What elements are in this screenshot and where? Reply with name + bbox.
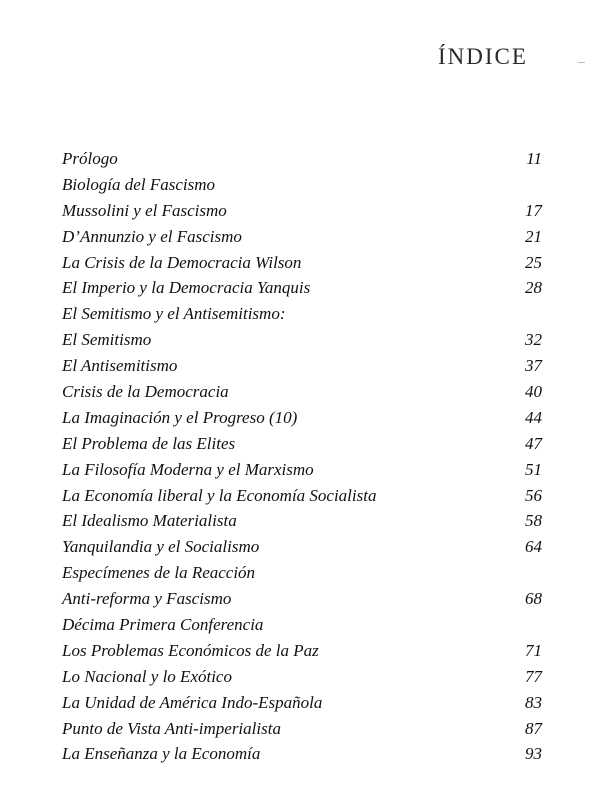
toc-entry-title: La Crisis de la Democracia Wilson	[62, 252, 302, 272]
toc-entry	[62, 250, 552, 276]
toc-entry-page: 64	[525, 537, 542, 557]
toc-entry	[62, 612, 552, 638]
toc-entry	[62, 405, 552, 431]
toc-entry-page: 58	[525, 511, 542, 531]
toc-entry-page: 37	[525, 356, 542, 376]
toc-entry-title: La Imaginación y el Progreso (10)	[62, 407, 298, 427]
toc-entry-title: D’Annunzio y el Fascismo	[62, 226, 242, 246]
toc-entry-title: Décima Primera Conferencia	[62, 615, 264, 635]
toc-entry-page: 77	[525, 666, 542, 686]
toc-entry-title: La Unidad de América Indo-Española	[62, 692, 323, 712]
toc-entry-title: La Economía liberal y la Economía Socialista	[62, 485, 377, 505]
toc-entry-title: Especímenes de la Reacción	[62, 563, 256, 583]
toc-entry-title: El Semitismo y el Antisemitismo:	[62, 304, 286, 324]
toc-entry-title: Punto de Vista Anti-imperialista	[62, 718, 281, 738]
toc-entry-title: El Imperio y la Democracia Yanquis	[62, 278, 311, 298]
toc-entry	[62, 508, 552, 534]
toc-entry-title: El Semitismo	[62, 330, 152, 350]
toc-entry-page: 47	[525, 433, 542, 453]
toc-entry	[62, 638, 552, 664]
toc-entry-title: Yanquilandia y el Socialismo	[62, 537, 260, 557]
toc-entry-title: Biología del Fascismo	[62, 174, 215, 194]
toc-entry-page: 87	[525, 718, 542, 738]
toc-entry	[62, 741, 552, 767]
toc-entry	[62, 353, 552, 379]
toc-entry-page: 56	[525, 485, 542, 505]
toc-entry	[62, 379, 552, 405]
toc-entry-page: 17	[525, 200, 542, 220]
toc-entry-page: 71	[525, 640, 542, 660]
toc-entry-title: El Antisemitismo	[62, 356, 178, 376]
toc-entry-page: 11	[526, 149, 542, 168]
scan-mark	[578, 62, 585, 63]
toc-entry-page: 28	[525, 278, 542, 298]
toc-entry-page: 40	[525, 382, 542, 402]
toc-entry-page: 83	[525, 692, 542, 712]
table-of-contents	[62, 146, 552, 767]
toc-entry	[62, 586, 552, 612]
toc-entry-title: Prólogo	[62, 149, 118, 168]
toc-entry	[62, 146, 552, 172]
toc-entry	[62, 224, 552, 250]
toc-entry	[62, 664, 552, 690]
toc-entry	[62, 198, 552, 224]
toc-entry-page: 51	[525, 459, 542, 479]
toc-entry-page: 32	[525, 330, 542, 350]
toc-entry-title: La Filosofía Moderna y el Marxismo	[62, 459, 314, 479]
toc-entry-title: Anti-reforma y Fascismo	[62, 589, 232, 609]
toc-entry-page: 44	[525, 407, 542, 427]
toc-entry	[62, 327, 552, 353]
toc-entry	[62, 457, 552, 483]
toc-entry-title: El Idealismo Materialista	[62, 511, 237, 531]
toc-entry-page: 21	[525, 226, 542, 246]
toc-entry	[62, 172, 552, 198]
toc-entry	[62, 534, 552, 560]
toc-entry-page: 25	[525, 252, 542, 272]
toc-entry	[62, 560, 552, 586]
page-title: ÍNDICE	[438, 44, 528, 69]
toc-entry	[62, 716, 552, 742]
toc-entry	[62, 431, 552, 457]
toc-entry-title: Lo Nacional y lo Exótico	[62, 666, 232, 686]
toc-entry-title: Los Problemas Económicos de la Paz	[62, 640, 319, 660]
toc-entry	[62, 301, 552, 327]
toc-entry-title: Crisis de la Democracia	[62, 382, 229, 402]
toc-entry-page: 93	[525, 744, 542, 764]
toc-entry	[62, 275, 552, 301]
toc-entry-title: Mussolini y el Fascismo	[62, 200, 227, 220]
toc-entry	[62, 483, 552, 509]
toc-entry	[62, 690, 552, 716]
toc-entry-page: 68	[525, 589, 542, 609]
toc-entry-title: La Enseñanza y la Economía	[62, 744, 261, 764]
toc-entry-title: El Problema de las Elites	[62, 433, 236, 453]
